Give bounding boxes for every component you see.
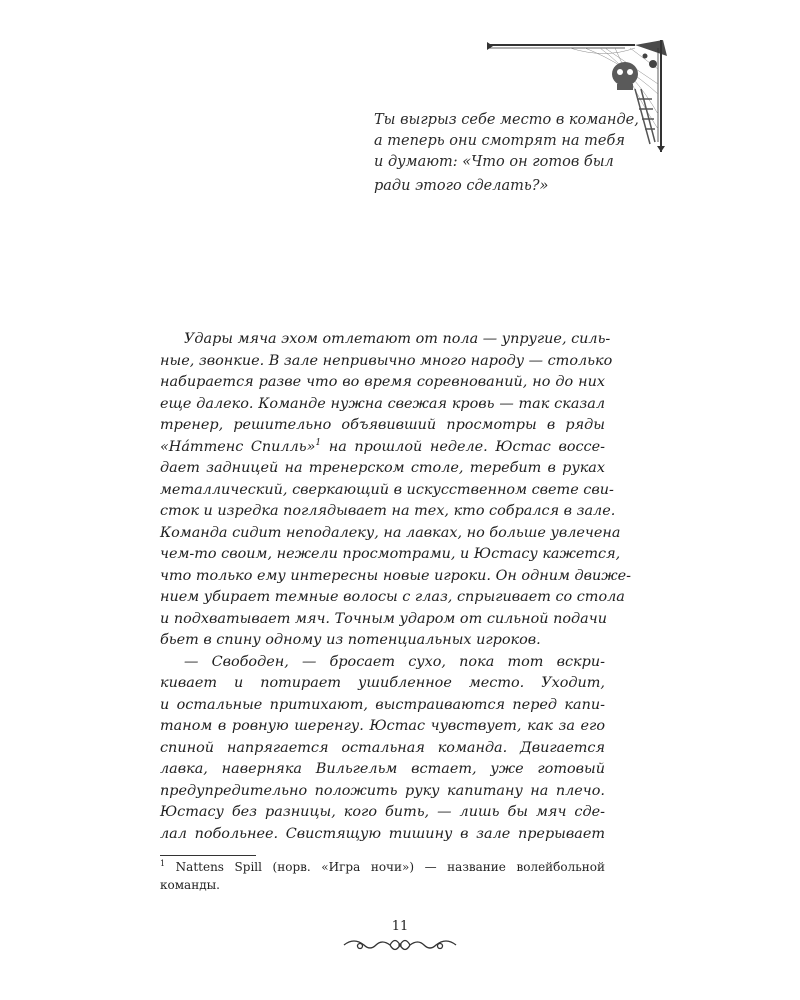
body-line: лал побольнее. Свистящую тишину в зале прерывает bbox=[160, 825, 605, 842]
body-line: Команда сидит неподалеку, на лавках, но больше увлечена bbox=[160, 524, 621, 541]
epigraph-line: ради этого сделать?» bbox=[374, 178, 549, 194]
body-line: сток и изредка поглядывает на тех, кто собрался в зале. bbox=[160, 503, 616, 519]
footnote-text: Nattens Spill (норв. «Игра ночи») — название волейбольной bbox=[165, 860, 605, 874]
body-text bbox=[160, 329, 631, 845]
flourish-ornament-icon bbox=[340, 934, 460, 956]
body-line: и подхватывает мяч. Точным ударом от сильной подачи bbox=[160, 610, 607, 627]
body-line: нием убирает темные волосы с глаз, спрыгивает со стола bbox=[160, 589, 625, 605]
body-line: — Свободен, — бросает сухо, пока тот вскри- bbox=[184, 653, 605, 670]
epigraph-line: и думают: «Что он готов был bbox=[374, 154, 614, 170]
body-line: бьет в спину одному из потенциальных игроков. bbox=[160, 632, 541, 648]
body-line bbox=[160, 437, 605, 459]
footnote-line: команды. bbox=[160, 878, 220, 892]
body-line: еще далеко. Команде нужна свежая кровь — так сказал bbox=[160, 395, 605, 412]
footnote-number: 1 bbox=[160, 859, 166, 868]
body-line: набирается разве что во время соревнований, но до них bbox=[160, 374, 605, 390]
body-line: кивает и потирает ушибленное место. Уходит, bbox=[160, 675, 605, 691]
page-number: 11 bbox=[391, 919, 409, 934]
team-name: «Нáттенс Спилль» bbox=[160, 438, 316, 455]
body-line: и остальные притихают, выстраиваются перед капи- bbox=[160, 696, 605, 713]
body-line: предупредительно положить руку капитану на плечо. bbox=[160, 782, 605, 799]
body-line: тренер, решительно объявивший просмотры в ряды bbox=[160, 417, 605, 433]
epigraph-line: Ты выгрыз себе место в команде, bbox=[374, 112, 639, 128]
body-line: дает задницей на тренерском столе, теребит в руках bbox=[160, 460, 605, 476]
body-line: лавка, наверняка Вильгельм встает, уже готовый bbox=[160, 761, 605, 777]
body-line: что только ему интересны новые игроки. Он одним движе- bbox=[160, 567, 631, 584]
body-line-rest: на прошлой неделе. Юстас воссе- bbox=[321, 438, 605, 455]
footnote-divider bbox=[160, 855, 256, 856]
body-line: ные, звонкие. В зале непривычно много народу — столько bbox=[160, 352, 613, 369]
body-line: спиной напрягается остальная команда. Двигается bbox=[160, 739, 605, 756]
footnote bbox=[160, 858, 605, 894]
footnote-line bbox=[160, 858, 605, 876]
body-line: Юстасу без разницы, кого бить, — лишь бы мяч сде- bbox=[160, 804, 605, 820]
body-line: металлический, сверкающий в искусственном свете сви- bbox=[160, 481, 614, 498]
footnote-ref: 1 bbox=[315, 437, 322, 448]
body-line: Удары мяча эхом отлетают от пола — упругие, силь- bbox=[184, 331, 611, 347]
body-line: таном в ровную шеренгу. Юстас чувствует, как за его bbox=[160, 718, 605, 734]
epigraph-line: а теперь они смотрят на тебя bbox=[374, 133, 625, 149]
epigraph bbox=[374, 110, 639, 197]
body-line: чем-то своим, нежели просмотрами, и Юстасу кажется, bbox=[160, 546, 621, 562]
